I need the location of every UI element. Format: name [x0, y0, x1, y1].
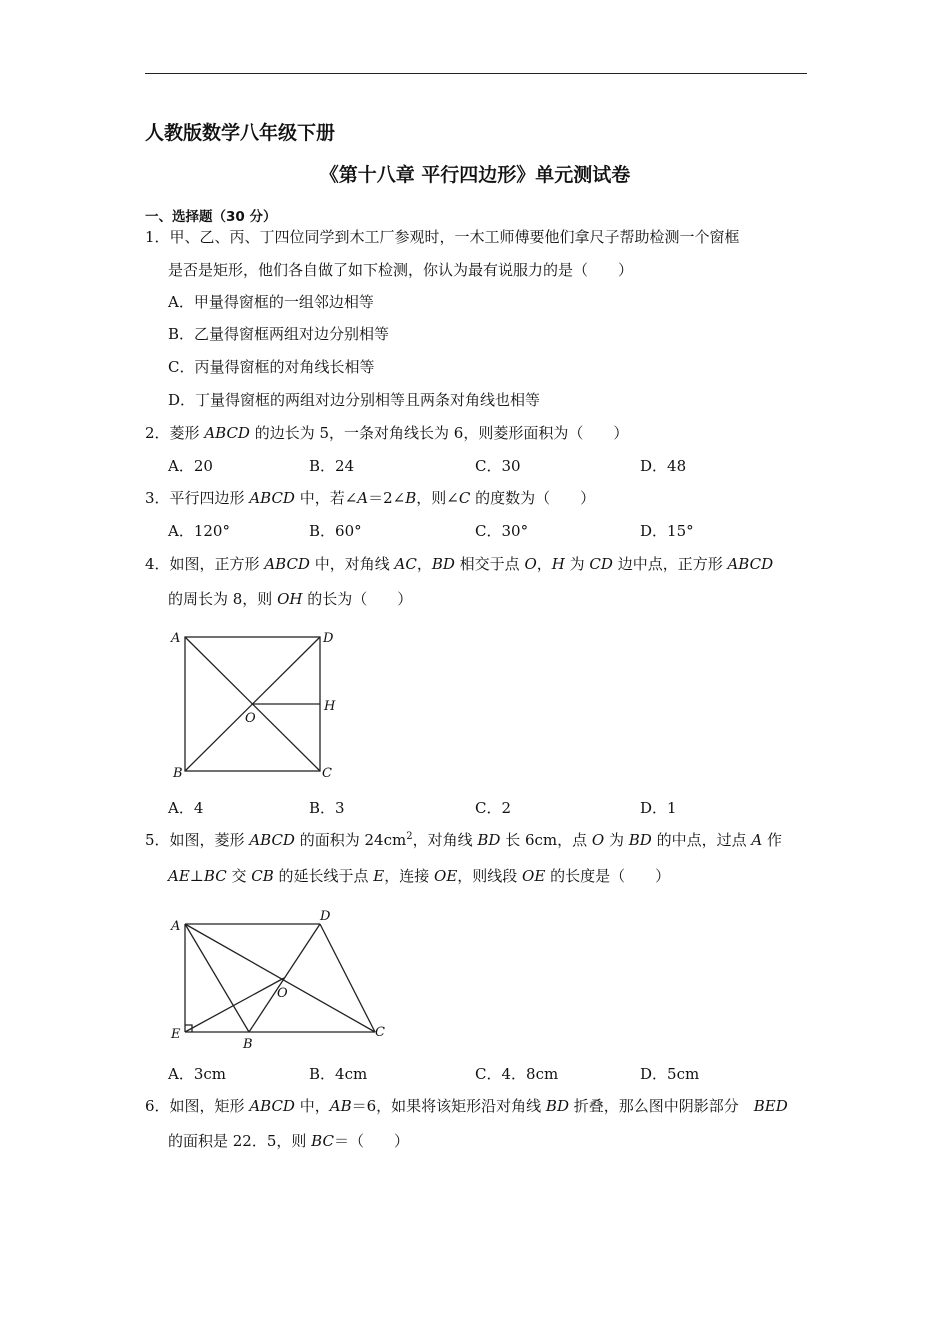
label-c: C — [375, 1025, 385, 1040]
question-5-option-a: A．3cm — [168, 1065, 227, 1083]
question-4-line-1: 4．如图，正方形 ABCD 中，对角线 AC，BD 相交于点 O，H 为 CD 边中点，正方形 ABCD — [145, 555, 774, 573]
question-4-option-a: A．4 — [168, 799, 204, 817]
label-h: H — [324, 699, 336, 714]
label-d: D — [320, 909, 331, 924]
question-1-option-a: A．甲量得窗框的一组邻边相等 — [168, 293, 374, 311]
question-3-option-b: B．60° — [309, 522, 362, 540]
question-2-option-c: C．30 — [475, 457, 521, 475]
figure-rhombus-abcd — [165, 902, 395, 1052]
question-5-line-2: AE⊥BC 交 CB 的延长线于点 E，连接 OE，则线段 OE 的长度是（ ） — [168, 867, 671, 885]
label-a: A — [171, 631, 181, 646]
question-3-stem: 3．平行四边形 ABCD 中，若∠A＝2∠B，则∠C 的度数为（ ） — [145, 489, 596, 507]
section-heading: 一、选择题（30 分） — [145, 209, 277, 225]
book-title: 人教版数学八年级下册 — [145, 122, 336, 144]
label-e: E — [171, 1027, 181, 1042]
question-6-line-2: 的面积是 22．5，则 BC＝（ ） — [168, 1132, 409, 1150]
label-o: O — [277, 986, 288, 1001]
header-rule — [145, 73, 807, 74]
question-1-line-2: 是否是矩形，他们各自做了如下检测，你认为最有说服力的是（ ） — [168, 261, 634, 279]
question-1-option-c: C．丙量得窗框的对角线长相等 — [168, 358, 375, 376]
question-2-option-b: B．24 — [309, 457, 355, 475]
label-b: B — [173, 766, 183, 781]
question-3-option-a: A．120° — [168, 522, 230, 540]
question-5-line-1: 5．如图，菱形 ABCD 的面积为 $24cm^2$，对角线 BD 长 6cm，点 O 为 BD 的中点，过点 A 作 — [145, 831, 782, 849]
question-2-stem: 2．菱形 ABCD 的边长为 5，一条对角线长为 6，则菱形面积为（ ） — [145, 424, 629, 442]
label-b: B — [243, 1037, 253, 1052]
exam-title: 《第十八章 平行四边形》单元测试卷 — [319, 164, 631, 186]
question-1-line-1: 1．甲、乙、丙、丁四位同学到木工厂参观时，一木工师傅要他们拿尺子帮助检测一个窗框 — [145, 228, 740, 246]
question-4-option-d: D．1 — [640, 799, 677, 817]
label-a: A — [171, 919, 181, 934]
question-5-option-b: B．4cm — [309, 1065, 368, 1083]
diagonal-bd — [249, 924, 320, 1032]
question-5-option-c: C．4．8cm — [475, 1065, 559, 1083]
question-3-option-d: D．15° — [640, 522, 694, 540]
question-4-line-2: 的周长为 8，则 OH 的长为（ ） — [168, 590, 413, 608]
question-1-option-d: D．丁量得窗框的两组对边分别相等且两条对角线也相等 — [168, 391, 541, 409]
figure-square-abcd — [165, 625, 345, 785]
question-4-option-b: B．3 — [309, 799, 345, 817]
question-2-option-d: D．48 — [640, 457, 687, 475]
label-c: C — [322, 766, 332, 781]
question-6-line-1: 6．如图，矩形 ABCD 中，AB＝6，如果将该矩形沿对角线 BD 折叠，那么图中阴影部分 BED — [145, 1097, 788, 1115]
label-d: D — [323, 631, 334, 646]
segment-oe — [185, 978, 284, 1032]
question-1-option-b: B．乙量得窗框两组对边分别相等 — [168, 325, 390, 343]
side-ab — [185, 924, 249, 1032]
question-4-option-c: C．2 — [475, 799, 512, 817]
question-2-option-a: A．20 — [168, 457, 213, 475]
question-5-option-d: D．5cm — [640, 1065, 700, 1083]
question-3-option-c: C．30° — [475, 522, 529, 540]
label-o: O — [245, 711, 256, 726]
